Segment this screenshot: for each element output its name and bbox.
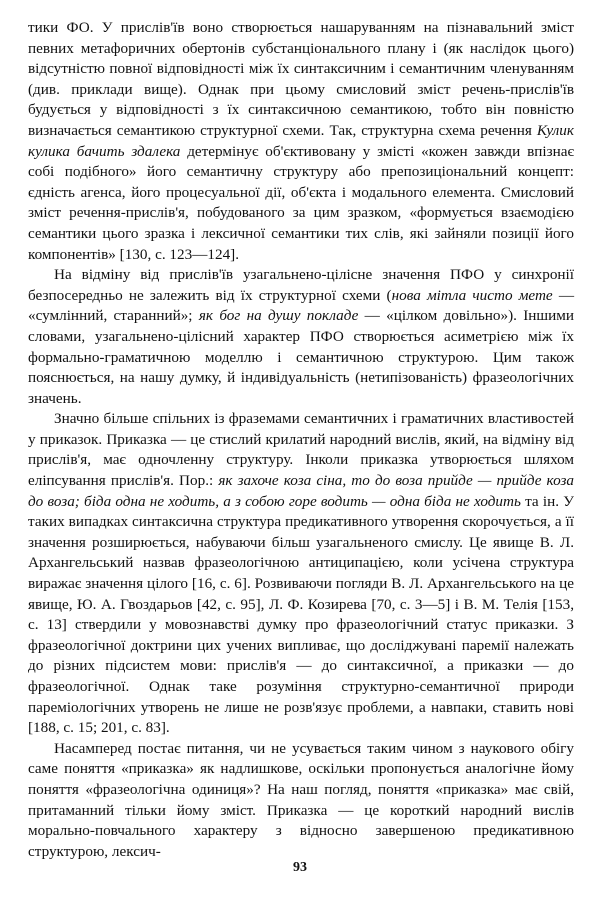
paragraph-3-italic-example: як захоче коза сіна, то до воза прийде — прийде коза до воза; біда одна не ходить, а з собою горе водить — одна біда не ходить bbox=[28, 472, 574, 510]
paragraph-2 bbox=[28, 265, 574, 409]
paragraph-3 bbox=[28, 409, 574, 739]
paragraph-2-text-1: На відміну від прислів'їв узагальнено-цілісне значення ПФО у синхронії безпосередньо не залежить від їх структурної схеми ( bbox=[28, 266, 574, 304]
paragraph-2-text-2: — «сумлінний, старанний»; bbox=[28, 286, 575, 325]
paragraph-4 bbox=[28, 739, 574, 863]
paragraph-1 bbox=[28, 18, 574, 265]
paragraph-3-text-1: Значно більше спільних із фраземами семантичних і граматичних властивостей у приказок. Приказка — це стислий крилатий народний вислів, який, на відміну від прислів'я, має одночленну структуру. Інколи приказка утворюється шляхом еліпсування прислів'я. Пор.: bbox=[28, 410, 574, 490]
page-number: 93 bbox=[293, 860, 307, 875]
paragraph-2-italic-example-1: нова мітла чисто мете bbox=[391, 286, 553, 304]
paragraph-1-text-2: детермінує об'єктивовану у змісті «кожен завжди впізнає собі подібного» його семантичну структуру або препозиціональний концепт: єдність агенса, його процесуальної дії, об'єкта і модального елемента. Смисловий зміст речення-прислів'я, побудованого за цим зразком, «формується взаємодією семантики цього зразка і лексичної семантики тих слів, які зайняли позиції його компонентів» [130, с. 123—124]. bbox=[28, 142, 574, 263]
paragraph-1-text-1: тики ФО. У прислів'їв воно створюється нашаруванням на пізнавальний зміст певних метафоричних обертонів субстанціонального плану і (як наслідок цього) відсутністю повної відповідності між їх синтаксичним і семантичним членуванням (див. приклади вище). Однак при цьому смисловий зміст речень-прислів'їв будується у відповідності з їх синтаксичною семантикою, тобто він повністю визначається семантикою структурної схеми. Так, структурна схема речення bbox=[28, 19, 574, 139]
paragraph-1-italic-example: Кулик кулика бачить здалека bbox=[28, 121, 574, 160]
paragraph-3-text-2: та ін. У таких випадках синтаксична структура предикативного утворення скорочується, а її значення розширюється, набуваючи більш узагальненого смислу. Це явище В. Л. Архангельський назвав фразеологічною антиципацією, коли усічена структура виражає значення цілого [16, с. 6]. Розвиваючи погляди В. Л. Архангельського на це явище, Ю. А. Гвоздарьов [42, с. 95], Л. Ф. Козирева [70, с. 3—5] і В. М. Телія [153, с. 13] ствердили у мовознавстві думку про фразеологічний статус приказки. З фразеологічної доктрини цих учених випливає, що досліджувані паремії належать до різних підсистем мови: прислів'я — до синтаксичної, а приказки — до фразеологічної. Однак таке розуміння структурно-семантичної природи пареміологічних утворень не лише не розв'язує проблеми, а навпаки, ставить нові [188, с. 15; 201, с. 83]. bbox=[28, 492, 574, 737]
paragraph-2-italic-example-2: як бог на душу покладе bbox=[198, 307, 359, 325]
paragraph-2-text-3: — «цілком довільно»). Іншими словами, узагальнено-цілісний характер ПФО створюється асиметрією між їх формально-граматичною моделлю і семантичною структурою. Цим також пояснюється, на нашу думку, й індивідуальність (нетипізованість) фразеологічних значень. bbox=[28, 307, 574, 407]
paragraph-4-text-1: Насамперед постає питання, чи не усувається таким чином з наукового обігу саме поняття «приказка» як надлишкове, оскільки пропонується аналогічне йому поняття «фразеологічна одиниця»? На наш погляд, поняття «приказка» має свій, притаманний тільки йому зміст. Приказка — це короткий народний вислів морально-повчального характеру з відносно завершеною предикативною структурою, лексич- bbox=[28, 739, 574, 860]
page-body bbox=[28, 18, 574, 862]
